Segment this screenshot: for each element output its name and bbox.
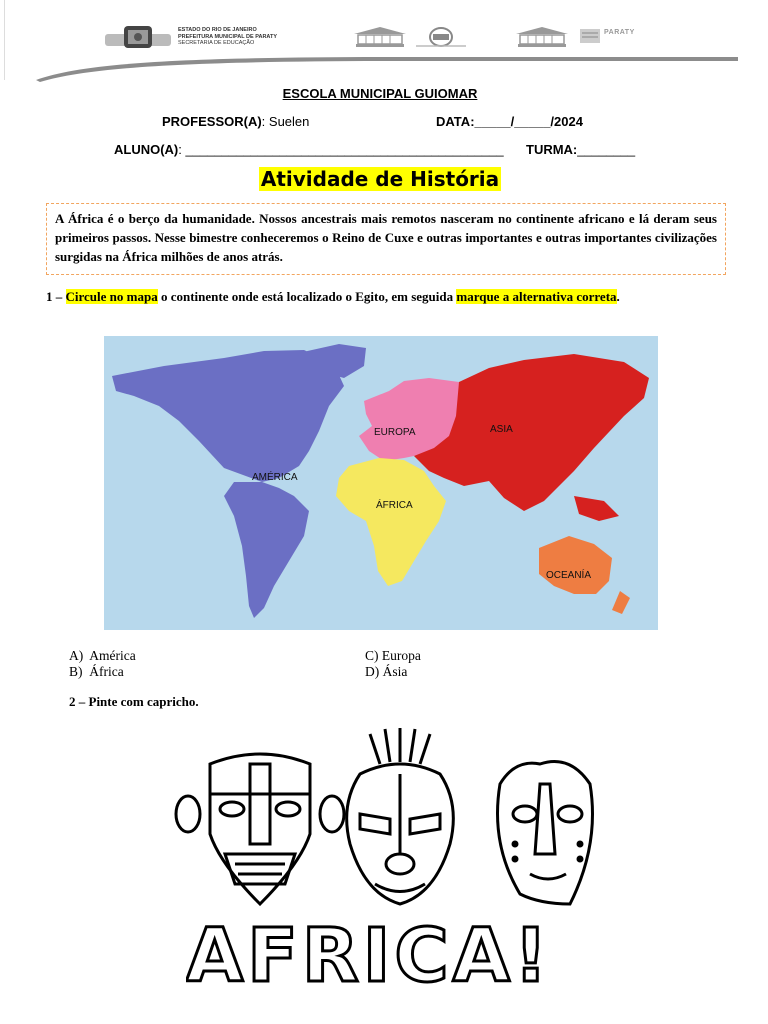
unesco-logo-icon xyxy=(352,26,408,48)
coat-of-arms-icon xyxy=(104,24,172,50)
unesco-logo-icon-2 xyxy=(514,26,570,48)
student-value: : ____________________________________________ xyxy=(178,142,504,157)
date-label: DATA xyxy=(436,114,471,129)
q1-text: o continente onde está localizado o Egito, em seguida xyxy=(160,289,454,304)
professor-label: PROFESSOR(A) xyxy=(162,114,262,129)
option-b[interactable] xyxy=(69,664,124,680)
class-line xyxy=(526,142,635,157)
africa-lettering: AFRICA! xyxy=(186,916,552,996)
mask-2-icon xyxy=(347,728,454,904)
professor-line xyxy=(162,114,309,129)
oceania-label: OCEANÍA xyxy=(546,570,592,581)
europa-label: EUROPA xyxy=(374,427,416,438)
class-value: ________ xyxy=(577,142,636,157)
option-b-letter: B) xyxy=(69,664,83,679)
q1-highlight-2: marque a alternativa correta xyxy=(456,289,617,304)
world-map xyxy=(104,336,658,630)
masks-coloring-image xyxy=(170,724,610,924)
q1-end: . xyxy=(616,289,620,304)
option-d[interactable] xyxy=(365,664,407,680)
mask-3-icon xyxy=(498,762,593,905)
logo-line-2: PREFEITURA MUNICIPAL DE PARATY xyxy=(178,33,278,40)
student-label: ALUNO(A) xyxy=(114,142,179,157)
left-margin-line xyxy=(4,0,5,80)
logo-line-1: ESTADO DO RIO DE JANEIRO xyxy=(178,27,257,33)
intro-box xyxy=(46,203,726,275)
asia-label: ASIA xyxy=(490,424,513,435)
page-title: Atividade de História xyxy=(260,167,500,191)
intro-text: A África é o berço da humanidade. Nossos ancestrais mais remotos nasceram no continente africano e lá deram seus primeiros passos. Nesse bimestre conheceremos o Reino de Cuxe e outras importantes e outras importantes civilizações surgidas na África milhões de anos atrás. xyxy=(55,211,717,264)
paraty-label: PARATY xyxy=(604,29,635,36)
school-name: ESCOLA MUNICIPAL GUIOMAR xyxy=(282,86,478,101)
option-a-letter: A) xyxy=(69,648,84,663)
title-wrap xyxy=(0,167,760,191)
question-2: 2 – Pinte com capricho. xyxy=(69,694,199,709)
option-c-letter: C) xyxy=(365,648,379,663)
date-value: :_____/_____/2024 xyxy=(470,114,583,129)
professor-value: : Suelen xyxy=(261,114,310,129)
option-a[interactable] xyxy=(69,648,136,664)
paraty-logo-icon xyxy=(578,26,602,46)
q1-number: 1 – xyxy=(46,289,63,304)
option-d-letter: D) xyxy=(365,664,380,679)
america-label: AMÉRICA xyxy=(252,472,298,483)
question-1 xyxy=(46,288,726,306)
q1-highlight-1: Circule no mapa xyxy=(65,289,158,304)
logo-line-3: SECRETARIA DE EDUCAÇÃO xyxy=(178,40,255,46)
option-c-text: Europa xyxy=(381,648,421,663)
header-logos xyxy=(100,22,670,52)
world-heritage-logo-icon xyxy=(416,25,466,49)
africa-label: ÁFRICA xyxy=(376,500,413,511)
class-label: TURMA: xyxy=(526,142,578,157)
mask-1-icon xyxy=(176,754,344,904)
option-c[interactable] xyxy=(365,648,421,664)
option-a-text: América xyxy=(89,648,136,663)
option-d-text: Ásia xyxy=(382,664,408,679)
option-b-text: África xyxy=(89,664,124,679)
date-line xyxy=(436,114,583,129)
header-swoosh xyxy=(0,50,768,84)
student-line xyxy=(114,142,504,157)
